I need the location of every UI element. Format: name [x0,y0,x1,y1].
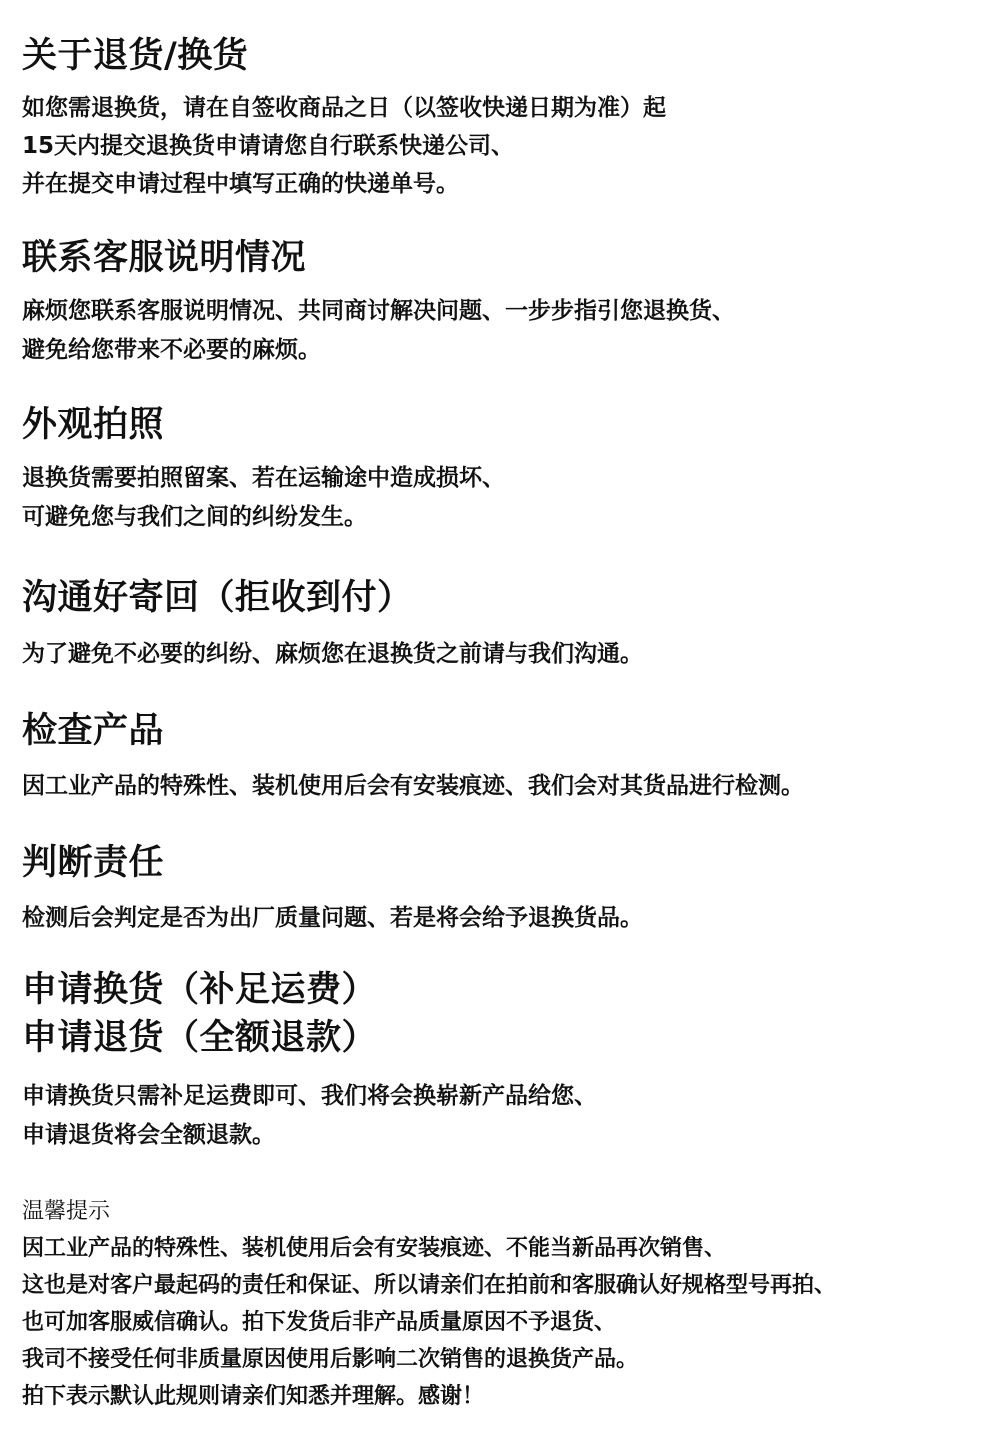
tips-line: 拍下表示默认此规则请亲们知悉并理解。感谢！ [22,1384,485,1409]
section-heading-exchange: 申请换货（补足运费） [22,970,378,1010]
section-text-line: 为了避免不必要的纠纷、麻烦您在退换货之前请与我们沟通。 [22,641,643,667]
section-text-line: 避免给您带来不必要的麻烦。 [22,337,321,363]
tips-title: 温馨提示 [22,1199,111,1224]
section-heading-photo: 外观拍照 [22,405,165,445]
section-text-line: 15天内提交退换货申请请您自行联系快递公司、 [22,133,515,159]
section-text-line: 可避免您与我们之间的纠纷发生。 [22,504,367,530]
section-heading-refund: 申请退货（全额退款） [22,1018,378,1058]
section-heading-send-back: 沟通好寄回（拒收到付） [22,578,413,618]
section-text-line: 检测后会判定是否为出厂质量问题、若是将会给予退换货品。 [22,905,643,931]
section-heading-contact-service: 联系客服说明情况 [22,238,307,278]
section-text-line: 并在提交申请过程中填写正确的快递单号。 [22,171,459,197]
tips-line: 我司不接受任何非质量原因使用后影响二次销售的退换货产品。 [22,1347,639,1372]
section-heading-inspect: 检查产品 [22,711,165,751]
tips-line: 也可加客服威信确认。拍下发货后非产品质量原因不予退货、 [22,1310,617,1335]
section-text-line: 麻烦您联系客服说明情况、共同商讨解决问题、一步步指引您退换货、 [22,298,735,324]
section-text-line: 退换货需要拍照留案、若在运输途中造成损坏、 [22,465,505,491]
tips-line: 因工业产品的特殊性、装机使用后会有安装痕迹、不能当新品再次销售、 [22,1236,727,1261]
tips-line: 这也是对客户最起码的责任和保证、所以请亲们在拍前和客服确认好规格型号再拍、 [22,1273,837,1298]
section-heading-responsibility: 判断责任 [22,843,165,883]
section-text-line: 申请换货只需补足运费即可、我们将会换崭新产品给您、 [22,1083,597,1109]
section-text-line: 申请退货将会全额退款。 [22,1122,275,1148]
section-heading-return-exchange: 关于退货/换货 [22,36,249,76]
section-text-line: 因工业产品的特殊性、装机使用后会有安装痕迹、我们会对其货品进行检测。 [22,773,804,799]
section-text-line: 如您需退换货，请在自签收商品之日（以签收快递日期为准）起 [22,95,666,121]
